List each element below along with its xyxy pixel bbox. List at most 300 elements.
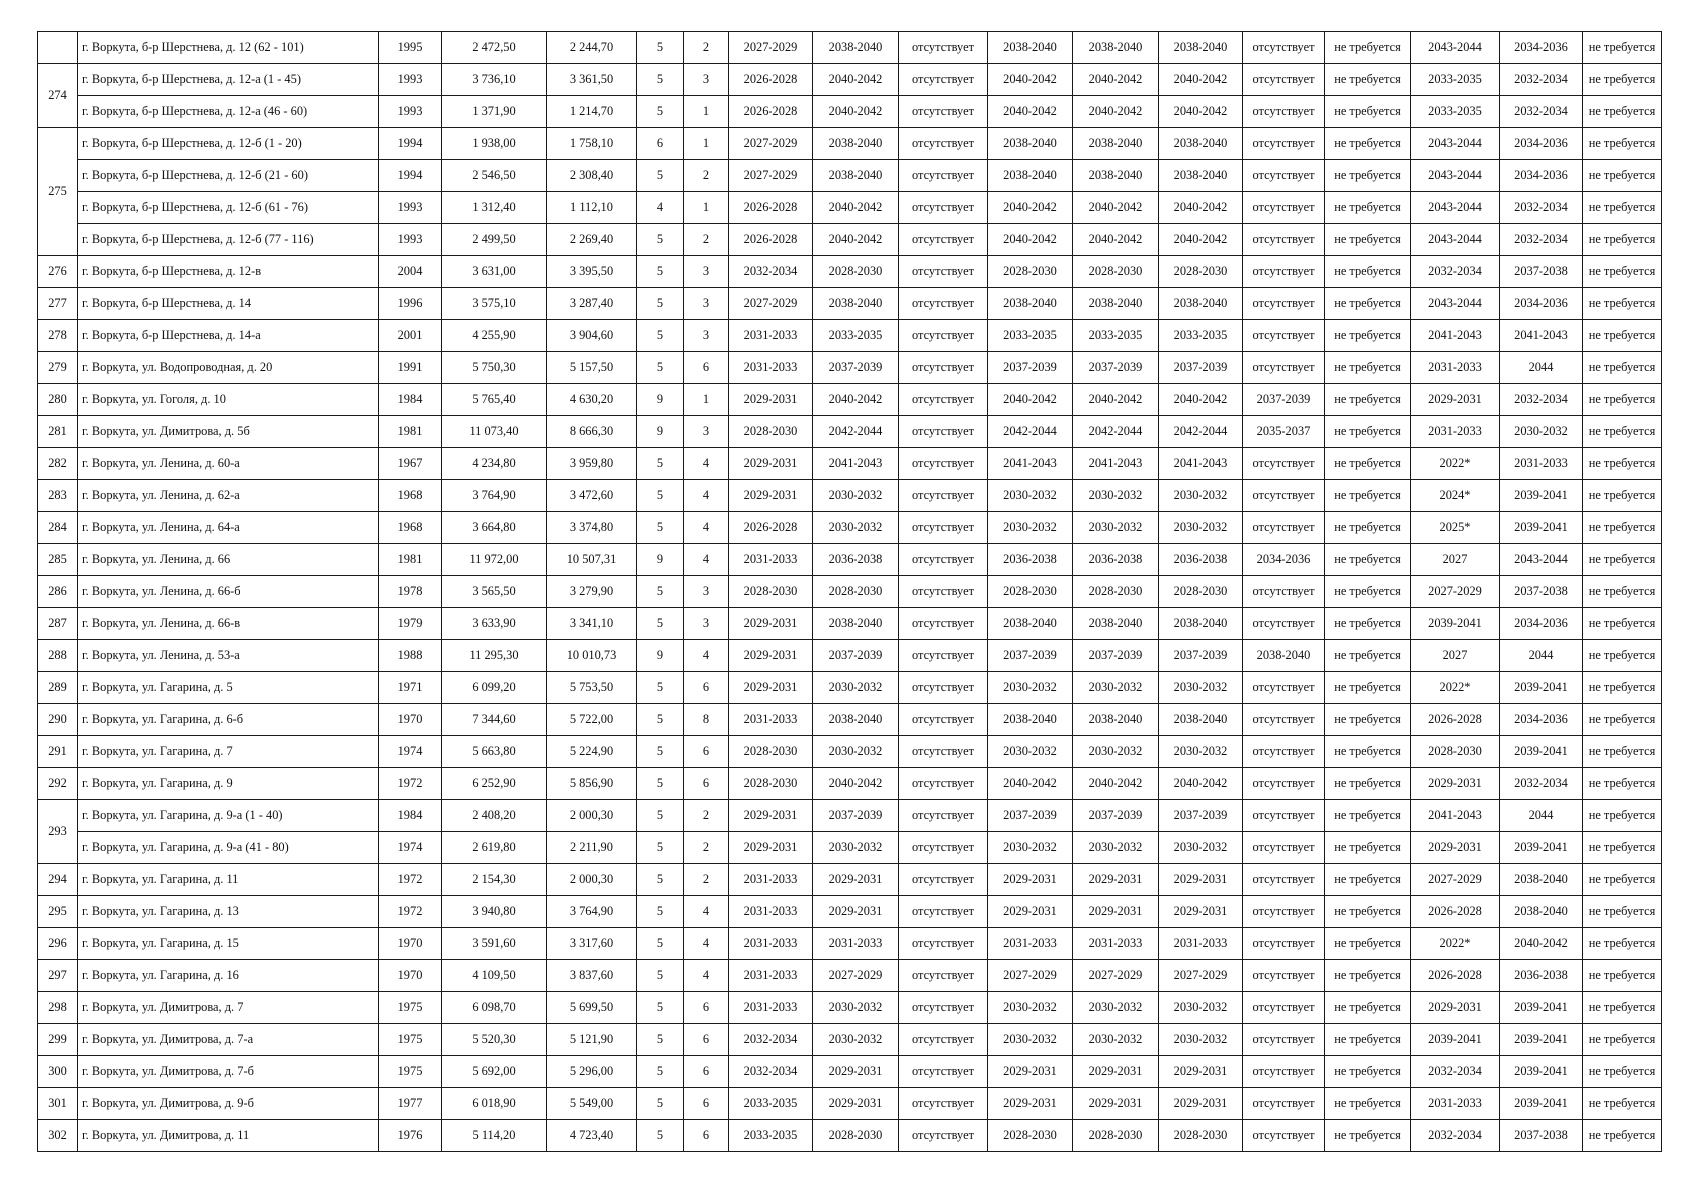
cell-address: г. Воркута, ул. Гагарина, д. 9: [78, 768, 379, 800]
cell-entrances: 3: [684, 416, 729, 448]
cell-period-roof: 2029-2031: [729, 384, 813, 416]
cell-period-gas: 2035-2037: [1243, 416, 1325, 448]
cell-period-sewer: 2029-2031: [1159, 896, 1243, 928]
cell-period-water: 2030-2032: [1073, 672, 1159, 704]
cell-period-sewer: 2040-2042: [1159, 224, 1243, 256]
cell-item-number: 289: [38, 672, 78, 704]
cell-period-basement: 2039-2041: [1500, 992, 1583, 1024]
cell-period-heating: 2040-2042: [988, 224, 1073, 256]
cell-period-foundation: отсутствует: [899, 64, 988, 96]
cell-floors: 5: [637, 832, 684, 864]
cell-period-elevator: не требуется: [1325, 160, 1411, 192]
cell-period-heating: 2030-2032: [988, 480, 1073, 512]
cell-period-foundation: отсутствует: [899, 800, 988, 832]
cell-address: г. Воркута, б-р Шерстнева, д. 12-в: [78, 256, 379, 288]
cell-period-electric: 2026-2028: [1411, 960, 1500, 992]
cell-period-sewer: 2029-2031: [1159, 864, 1243, 896]
cell-period-foundation: отсутствует: [899, 128, 988, 160]
cell-total-area: 2 408,20: [442, 800, 547, 832]
cell-period-foundation: отсутствует: [899, 448, 988, 480]
cell-period-heating: 2040-2042: [988, 96, 1073, 128]
table-row: [38, 800, 1662, 832]
cell-total-area: 4 234,80: [442, 448, 547, 480]
cell-period-water: 2040-2042: [1073, 768, 1159, 800]
cell-period-heating: 2038-2040: [988, 160, 1073, 192]
cell-period-electric: 2043-2044: [1411, 32, 1500, 64]
cell-period-electric: 2026-2028: [1411, 704, 1500, 736]
cell-period-gas: отсутствует: [1243, 160, 1325, 192]
table-row: [38, 192, 1662, 224]
cell-period-basement: 2039-2041: [1500, 832, 1583, 864]
cell-period-water: 2028-2030: [1073, 1120, 1159, 1152]
cell-total-area: 3 575,10: [442, 288, 547, 320]
cell-period-elevator: не требуется: [1325, 512, 1411, 544]
cell-floors: 5: [637, 672, 684, 704]
cell-period-basement: 2044: [1500, 640, 1583, 672]
cell-period-heating: 2028-2030: [988, 576, 1073, 608]
cell-period-electric: 2043-2044: [1411, 224, 1500, 256]
cell-period-facade: 2030-2032: [813, 480, 899, 512]
cell-period-foundation: отсутствует: [899, 352, 988, 384]
cell-period-heating: 2040-2042: [988, 64, 1073, 96]
cell-period-gas: отсутствует: [1243, 64, 1325, 96]
table-row: [38, 224, 1662, 256]
cell-period-elevator: не требуется: [1325, 320, 1411, 352]
cell-period-foundation: отсутствует: [899, 768, 988, 800]
table-row: [38, 576, 1662, 608]
cell-period-gas: отсутствует: [1243, 1120, 1325, 1152]
cell-total-area: 6 099,20: [442, 672, 547, 704]
cell-period-electric: 2031-2033: [1411, 352, 1500, 384]
cell-period-other: не требуется: [1583, 864, 1662, 896]
cell-period-other: не требуется: [1583, 576, 1662, 608]
cell-period-facade: 2028-2030: [813, 1120, 899, 1152]
cell-entrances: 8: [684, 704, 729, 736]
cell-year-built: 1970: [379, 960, 442, 992]
cell-period-basement: 2034-2036: [1500, 608, 1583, 640]
cell-period-roof: 2029-2031: [729, 800, 813, 832]
cell-period-basement: 2037-2038: [1500, 576, 1583, 608]
cell-period-elevator: не требуется: [1325, 32, 1411, 64]
cell-entrances: 1: [684, 128, 729, 160]
cell-period-gas: 2038-2040: [1243, 640, 1325, 672]
cell-period-electric: 2043-2044: [1411, 288, 1500, 320]
cell-period-gas: отсутствует: [1243, 960, 1325, 992]
cell-year-built: 1995: [379, 32, 442, 64]
cell-period-heating: 2027-2029: [988, 960, 1073, 992]
cell-period-other: не требуется: [1583, 384, 1662, 416]
cell-period-facade: 2038-2040: [813, 704, 899, 736]
cell-living-area: 3 764,90: [547, 896, 637, 928]
cell-period-foundation: отсутствует: [899, 96, 988, 128]
cell-period-foundation: отсутствует: [899, 256, 988, 288]
cell-floors: 5: [637, 224, 684, 256]
cell-period-roof: 2027-2029: [729, 32, 813, 64]
cell-period-sewer: 2037-2039: [1159, 800, 1243, 832]
cell-address: г. Воркута, ул. Ленина, д. 60-а: [78, 448, 379, 480]
cell-entrances: 4: [684, 480, 729, 512]
cell-period-electric: 2043-2044: [1411, 192, 1500, 224]
cell-period-basement: 2032-2034: [1500, 384, 1583, 416]
table-row: [38, 320, 1662, 352]
cell-item-number: 285: [38, 544, 78, 576]
cell-period-water: 2030-2032: [1073, 1024, 1159, 1056]
cell-period-other: не требуется: [1583, 544, 1662, 576]
cell-period-gas: отсутствует: [1243, 608, 1325, 640]
cell-period-basement: 2039-2041: [1500, 1024, 1583, 1056]
cell-floors: 5: [637, 576, 684, 608]
cell-living-area: 2 269,40: [547, 224, 637, 256]
cell-period-facade: 2029-2031: [813, 896, 899, 928]
cell-year-built: 1972: [379, 768, 442, 800]
cell-period-foundation: отсутствует: [899, 192, 988, 224]
cell-year-built: 1967: [379, 448, 442, 480]
cell-period-heating: 2030-2032: [988, 992, 1073, 1024]
cell-year-built: 1979: [379, 608, 442, 640]
cell-address: г. Воркута, ул. Гагарина, д. 16: [78, 960, 379, 992]
cell-period-roof: 2028-2030: [729, 736, 813, 768]
cell-period-basement: 2031-2033: [1500, 448, 1583, 480]
cell-period-electric: 2041-2043: [1411, 800, 1500, 832]
cell-period-electric: 2032-2034: [1411, 1056, 1500, 1088]
cell-period-elevator: не требуется: [1325, 544, 1411, 576]
cell-entrances: 4: [684, 928, 729, 960]
cell-period-heating: 2037-2039: [988, 800, 1073, 832]
cell-period-heating: 2028-2030: [988, 256, 1073, 288]
cell-period-facade: 2038-2040: [813, 160, 899, 192]
cell-period-heating: 2038-2040: [988, 32, 1073, 64]
cell-period-electric: 2043-2044: [1411, 160, 1500, 192]
cell-item-number: 286: [38, 576, 78, 608]
cell-item-number: 302: [38, 1120, 78, 1152]
cell-period-sewer: 2031-2033: [1159, 928, 1243, 960]
cell-period-facade: 2037-2039: [813, 640, 899, 672]
cell-period-roof: 2026-2028: [729, 96, 813, 128]
cell-entrances: 2: [684, 160, 729, 192]
cell-period-roof: 2028-2030: [729, 576, 813, 608]
cell-floors: 5: [637, 992, 684, 1024]
cell-period-sewer: 2037-2039: [1159, 352, 1243, 384]
cell-living-area: 5 224,90: [547, 736, 637, 768]
cell-period-basement: 2034-2036: [1500, 704, 1583, 736]
cell-living-area: 2 211,90: [547, 832, 637, 864]
cell-period-water: 2030-2032: [1073, 992, 1159, 1024]
cell-item-number: 298: [38, 992, 78, 1024]
cell-entrances: 3: [684, 64, 729, 96]
cell-period-heating: 2029-2031: [988, 1088, 1073, 1120]
cell-period-roof: 2029-2031: [729, 608, 813, 640]
cell-floors: 5: [637, 960, 684, 992]
cell-total-area: 3 940,80: [442, 896, 547, 928]
cell-entrances: 1: [684, 192, 729, 224]
cell-period-electric: 2027-2029: [1411, 864, 1500, 896]
cell-period-roof: 2031-2033: [729, 704, 813, 736]
cell-year-built: 1993: [379, 224, 442, 256]
cell-period-elevator: не требуется: [1325, 640, 1411, 672]
cell-period-foundation: отсутствует: [899, 672, 988, 704]
cell-period-other: не требуется: [1583, 128, 1662, 160]
cell-period-facade: 2040-2042: [813, 384, 899, 416]
cell-period-roof: 2029-2031: [729, 448, 813, 480]
cell-period-gas: отсутствует: [1243, 736, 1325, 768]
cell-period-facade: 2040-2042: [813, 192, 899, 224]
cell-total-area: 2 472,50: [442, 32, 547, 64]
cell-period-electric: 2032-2034: [1411, 1120, 1500, 1152]
cell-period-electric: 2031-2033: [1411, 1088, 1500, 1120]
cell-item-number: 296: [38, 928, 78, 960]
cell-period-heating: 2030-2032: [988, 736, 1073, 768]
cell-total-area: 5 692,00: [442, 1056, 547, 1088]
cell-period-electric: 2032-2034: [1411, 256, 1500, 288]
cell-period-elevator: не требуется: [1325, 1120, 1411, 1152]
table-row: [38, 1024, 1662, 1056]
table-row: [38, 544, 1662, 576]
cell-period-facade: 2029-2031: [813, 1056, 899, 1088]
cell-floors: 5: [637, 896, 684, 928]
cell-year-built: 1984: [379, 384, 442, 416]
cell-period-elevator: не требуется: [1325, 352, 1411, 384]
cell-address: г. Воркута, б-р Шерстнева, д. 14: [78, 288, 379, 320]
cell-period-basement: 2034-2036: [1500, 32, 1583, 64]
cell-period-heating: 2030-2032: [988, 672, 1073, 704]
cell-entrances: 3: [684, 608, 729, 640]
cell-period-facade: 2029-2031: [813, 864, 899, 896]
cell-total-area: 6 098,70: [442, 992, 547, 1024]
cell-period-heating: 2030-2032: [988, 832, 1073, 864]
cell-living-area: 5 157,50: [547, 352, 637, 384]
cell-period-basement: 2039-2041: [1500, 480, 1583, 512]
cell-address: г. Воркута, ул. Ленина, д. 64-а: [78, 512, 379, 544]
cell-period-foundation: отсутствует: [899, 224, 988, 256]
cell-period-sewer: 2030-2032: [1159, 992, 1243, 1024]
cell-living-area: 10 507,31: [547, 544, 637, 576]
cell-period-elevator: не требуется: [1325, 768, 1411, 800]
cell-period-foundation: отсутствует: [899, 928, 988, 960]
cell-period-facade: 2042-2044: [813, 416, 899, 448]
cell-period-sewer: 2040-2042: [1159, 192, 1243, 224]
cell-period-roof: 2031-2033: [729, 960, 813, 992]
cell-living-area: 3 279,90: [547, 576, 637, 608]
cell-total-area: 3 631,00: [442, 256, 547, 288]
table-row: [38, 736, 1662, 768]
cell-period-elevator: не требуется: [1325, 256, 1411, 288]
cell-period-heating: 2040-2042: [988, 768, 1073, 800]
cell-period-water: 2030-2032: [1073, 512, 1159, 544]
cell-period-sewer: 2029-2031: [1159, 1056, 1243, 1088]
cell-item-number: 293: [38, 800, 78, 864]
cell-period-water: 2040-2042: [1073, 64, 1159, 96]
cell-period-sewer: 2033-2035: [1159, 320, 1243, 352]
cell-period-water: 2036-2038: [1073, 544, 1159, 576]
cell-entrances: 3: [684, 256, 729, 288]
cell-period-sewer: 2040-2042: [1159, 384, 1243, 416]
cell-period-roof: 2029-2031: [729, 672, 813, 704]
cell-entrances: 2: [684, 800, 729, 832]
cell-period-electric: 2031-2033: [1411, 416, 1500, 448]
cell-item-number: 278: [38, 320, 78, 352]
cell-period-heating: 2031-2033: [988, 928, 1073, 960]
cell-period-heating: 2038-2040: [988, 704, 1073, 736]
cell-floors: 5: [637, 352, 684, 384]
cell-period-heating: 2028-2030: [988, 1120, 1073, 1152]
cell-period-facade: 2038-2040: [813, 608, 899, 640]
cell-period-gas: отсутствует: [1243, 96, 1325, 128]
table-row: [38, 928, 1662, 960]
cell-period-roof: 2026-2028: [729, 192, 813, 224]
cell-item-number: 283: [38, 480, 78, 512]
cell-total-area: 5 520,30: [442, 1024, 547, 1056]
cell-period-roof: 2031-2033: [729, 928, 813, 960]
table-row: [38, 768, 1662, 800]
cell-entrances: 6: [684, 1120, 729, 1152]
cell-living-area: 5 699,50: [547, 992, 637, 1024]
table-row: [38, 352, 1662, 384]
cell-period-other: не требуется: [1583, 352, 1662, 384]
cell-period-heating: 2040-2042: [988, 384, 1073, 416]
cell-floors: 5: [637, 800, 684, 832]
cell-year-built: 1981: [379, 416, 442, 448]
table-row: [38, 1120, 1662, 1152]
cell-address: г. Воркута, ул. Ленина, д. 53-а: [78, 640, 379, 672]
cell-period-facade: 2030-2032: [813, 672, 899, 704]
cell-living-area: 3 287,40: [547, 288, 637, 320]
cell-total-area: 1 312,40: [442, 192, 547, 224]
table-row: [38, 896, 1662, 928]
cell-period-sewer: 2030-2032: [1159, 1024, 1243, 1056]
cell-total-area: 5 765,40: [442, 384, 547, 416]
cell-period-heating: 2038-2040: [988, 608, 1073, 640]
cell-period-heating: 2037-2039: [988, 640, 1073, 672]
cell-period-electric: 2039-2041: [1411, 608, 1500, 640]
cell-year-built: 1981: [379, 544, 442, 576]
cell-period-other: не требуется: [1583, 512, 1662, 544]
cell-total-area: 11 295,30: [442, 640, 547, 672]
cell-floors: 5: [637, 448, 684, 480]
cell-total-area: 3 565,50: [442, 576, 547, 608]
cell-period-basement: 2032-2034: [1500, 192, 1583, 224]
cell-period-elevator: не требуется: [1325, 736, 1411, 768]
cell-period-electric: 2029-2031: [1411, 768, 1500, 800]
cell-floors: 5: [637, 256, 684, 288]
cell-period-gas: отсутствует: [1243, 992, 1325, 1024]
cell-period-heating: 2030-2032: [988, 1024, 1073, 1056]
cell-period-water: 2037-2039: [1073, 800, 1159, 832]
cell-period-water: 2038-2040: [1073, 608, 1159, 640]
cell-year-built: 1970: [379, 704, 442, 736]
cell-period-heating: 2029-2031: [988, 1056, 1073, 1088]
cell-period-water: 2040-2042: [1073, 192, 1159, 224]
cell-total-area: 3 633,90: [442, 608, 547, 640]
cell-entrances: 4: [684, 512, 729, 544]
cell-period-basement: 2030-2032: [1500, 416, 1583, 448]
cell-period-water: 2038-2040: [1073, 160, 1159, 192]
cell-period-facade: 2030-2032: [813, 736, 899, 768]
cell-item-number: 275: [38, 128, 78, 256]
cell-living-area: 5 753,50: [547, 672, 637, 704]
cell-year-built: 1975: [379, 1056, 442, 1088]
cell-period-gas: 2034-2036: [1243, 544, 1325, 576]
cell-period-electric: 2025*: [1411, 512, 1500, 544]
cell-period-water: 2027-2029: [1073, 960, 1159, 992]
cell-period-basement: 2036-2038: [1500, 960, 1583, 992]
cell-period-basement: 2044: [1500, 800, 1583, 832]
cell-period-gas: отсутствует: [1243, 896, 1325, 928]
cell-period-facade: 2037-2039: [813, 800, 899, 832]
cell-period-foundation: отсутствует: [899, 704, 988, 736]
cell-address: г. Воркута, ул. Димитрова, д. 5б: [78, 416, 379, 448]
cell-period-foundation: отсутствует: [899, 160, 988, 192]
cell-living-area: 10 010,73: [547, 640, 637, 672]
cell-period-gas: отсутствует: [1243, 480, 1325, 512]
cell-floors: 9: [637, 640, 684, 672]
cell-period-facade: 2041-2043: [813, 448, 899, 480]
cell-address: г. Воркута, ул. Димитрова, д. 9-б: [78, 1088, 379, 1120]
cell-floors: 5: [637, 512, 684, 544]
cell-period-gas: отсутствует: [1243, 1088, 1325, 1120]
cell-period-roof: 2031-2033: [729, 320, 813, 352]
cell-item-number: 277: [38, 288, 78, 320]
cell-period-roof: 2029-2031: [729, 832, 813, 864]
cell-period-sewer: 2027-2029: [1159, 960, 1243, 992]
cell-period-sewer: 2028-2030: [1159, 1120, 1243, 1152]
cell-period-elevator: не требуется: [1325, 192, 1411, 224]
housing-repair-schedule-table: [37, 31, 1662, 1152]
cell-entrances: 3: [684, 288, 729, 320]
cell-item-number: 291: [38, 736, 78, 768]
cell-period-foundation: отсутствует: [899, 864, 988, 896]
cell-period-water: 2038-2040: [1073, 288, 1159, 320]
cell-period-other: не требуется: [1583, 832, 1662, 864]
cell-period-sewer: 2037-2039: [1159, 640, 1243, 672]
cell-period-water: 2029-2031: [1073, 864, 1159, 896]
cell-address: г. Воркута, б-р Шерстнева, д. 14-а: [78, 320, 379, 352]
cell-year-built: 1970: [379, 928, 442, 960]
cell-year-built: 1977: [379, 1088, 442, 1120]
cell-period-gas: отсутствует: [1243, 1024, 1325, 1056]
cell-entrances: 2: [684, 224, 729, 256]
cell-period-gas: отсутствует: [1243, 1056, 1325, 1088]
cell-period-sewer: 2030-2032: [1159, 736, 1243, 768]
cell-year-built: 1975: [379, 1024, 442, 1056]
cell-address: г. Воркута, б-р Шерстнева, д. 12-а (46 - 60): [78, 96, 379, 128]
cell-period-heating: 2037-2039: [988, 352, 1073, 384]
cell-entrances: 4: [684, 448, 729, 480]
cell-period-sewer: 2038-2040: [1159, 288, 1243, 320]
cell-period-sewer: 2036-2038: [1159, 544, 1243, 576]
cell-period-water: 2038-2040: [1073, 128, 1159, 160]
cell-living-area: 3 472,60: [547, 480, 637, 512]
cell-period-foundation: отсутствует: [899, 320, 988, 352]
cell-period-facade: 2040-2042: [813, 64, 899, 96]
table-row: [38, 384, 1662, 416]
cell-floors: 5: [637, 704, 684, 736]
cell-period-basement: 2038-2040: [1500, 864, 1583, 896]
cell-period-other: не требуется: [1583, 96, 1662, 128]
cell-period-electric: 2029-2031: [1411, 992, 1500, 1024]
table-row: [38, 832, 1662, 864]
cell-period-facade: 2040-2042: [813, 768, 899, 800]
cell-period-other: не требуется: [1583, 160, 1662, 192]
cell-period-sewer: 2030-2032: [1159, 512, 1243, 544]
cell-period-other: не требуется: [1583, 480, 1662, 512]
cell-entrances: 3: [684, 576, 729, 608]
cell-period-heating: 2038-2040: [988, 288, 1073, 320]
cell-period-elevator: не требуется: [1325, 96, 1411, 128]
cell-item-number: 295: [38, 896, 78, 928]
cell-entrances: 6: [684, 992, 729, 1024]
cell-floors: 5: [637, 1056, 684, 1088]
cell-period-sewer: 2038-2040: [1159, 160, 1243, 192]
